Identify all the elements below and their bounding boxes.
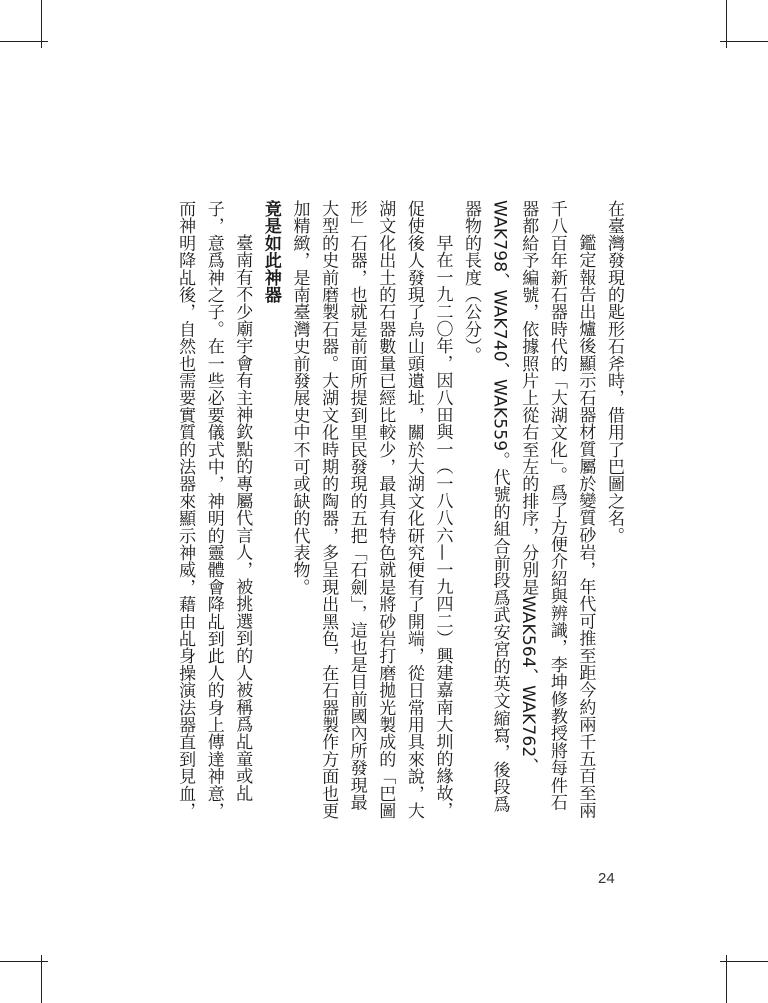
vertical-text-body: [168, 200, 628, 820]
crop-mark: [0, 961, 48, 962]
crop-mark: [720, 41, 768, 42]
paragraph: 在臺灣發現的匙形石斧時，借用了巴圖之名。: [604, 200, 624, 544]
paragraph: 鑑定報告出爐後顯示石器材質屬於變質砂岩，年代可推至距今約兩千五百至兩千八百年新石器時代的「大湖文化」。爲了方便介紹與辨識，李坤修教授將每件石器都給予編號，依據照片上從右至左的排序，分別是WAK564、WAK762、WAK798、WAK740、WAK559。代號的組合前段爲武安宮的英文縮寫，後段爲器物的長度（公分）。: [461, 200, 596, 819]
crop-mark: [720, 961, 768, 962]
crop-mark: [726, 955, 727, 1003]
paragraph: 早在一九二〇年，因八田與一（一八八六—一九四二）興建嘉南大圳的緣故，促使後人發現了烏山頭遺址，關於大湖文化研究便有了開端，從日常用具來說，大湖文化出土的石器數量已經比較少，最具有特色就是將砂岩打磨拋光製成的「巴圖形」石器，也就是前面所提到里民發現的五把「石劍」，這也是目前國內所發現最大型的史前磨製石器。大湖文化時期的陶器，多呈現出黑色，在石器製作方面也更加精緻，是南臺灣史前發展史中不可或缺的代表物。: [289, 200, 453, 820]
page-number: 24: [598, 870, 615, 887]
section-heading: 竟是如此神器: [260, 200, 281, 304]
crop-mark: [41, 955, 42, 1003]
paragraph: 臺南有不少廟宇會有主神欽點的專屬代言人，被挑選到的人被稱爲乩童或乩子，意爲神之子。在一些必要儀式中，神明的靈體會降乩到此人的身上傳達神意，而神明降乩後，自然也需要實質的法器來顯示神威，藉由乩身操演法器直到見血，: [175, 200, 253, 820]
crop-mark: [0, 41, 48, 42]
